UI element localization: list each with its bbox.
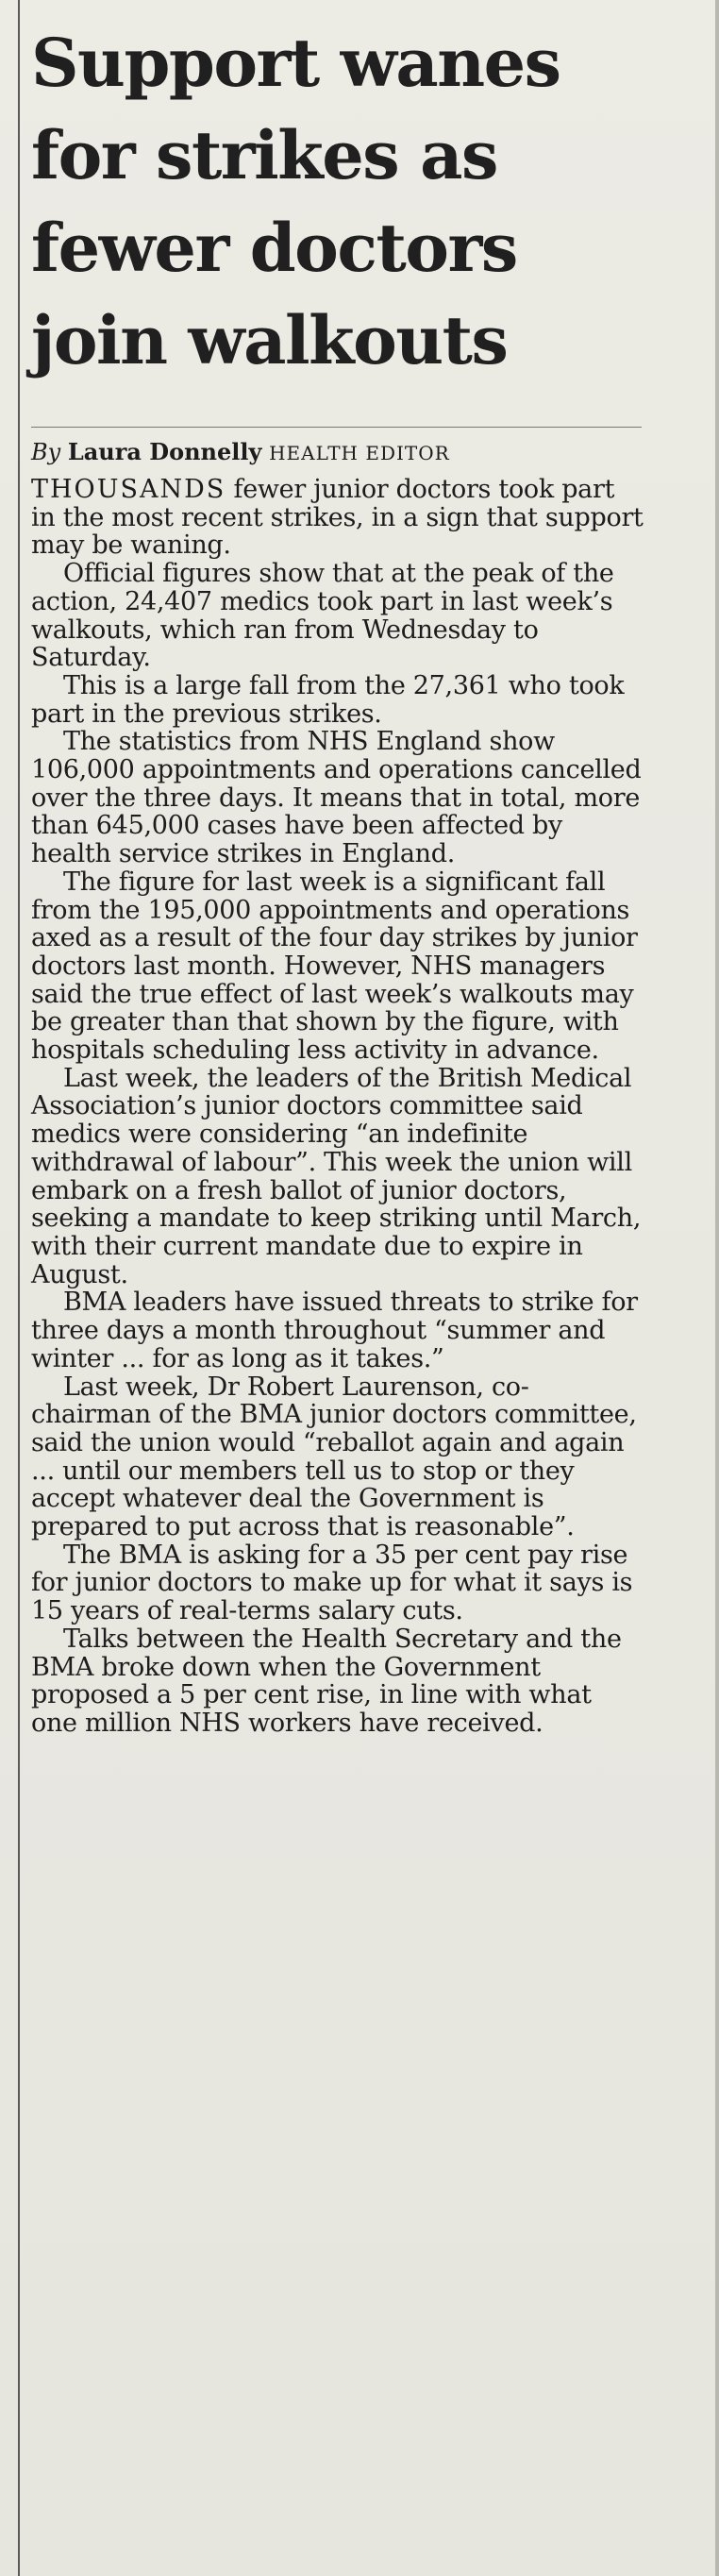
article xyxy=(31,17,644,1738)
adjacent-column-edge xyxy=(715,0,719,2576)
paragraph: Last week, Dr Robert Laurenson, co-chairman of the BMA junior doctors committee, said the union would “reballot again and again ... until our members tell us to stop or they accept whatever deal the Government is prepared to put across that is reasonable”. xyxy=(31,1372,637,1542)
paragraph: The BMA is asking for a 35 per cent pay rise for junior doctors to make up for what it says is 15 years of real-terms salary cuts. xyxy=(31,1540,633,1626)
paragraph: BMA leaders have issued threats to strike for three days a month throughout “summer and winter ... for as long as it takes.” xyxy=(31,1288,638,1373)
column-rule-left xyxy=(18,0,20,2576)
byline-role: HEALTH EDITOR xyxy=(269,442,450,464)
lead-paragraph xyxy=(31,476,644,560)
article-body xyxy=(31,476,644,1738)
paragraph: This is a large fall from the 27,361 who took part in the previous strikes. xyxy=(31,670,625,729)
lead-caps: THOUSANDS xyxy=(31,475,226,504)
byline xyxy=(31,437,644,468)
lead-text: fewer junior doctors took part in the most recent strikes, in a sign that support may be waning. xyxy=(31,475,644,561)
headline: Support wanes for strikes as fewer doctors join walkouts xyxy=(31,24,560,379)
paragraph: Talks between the Health Secretary and the BMA broke down when the Government proposed a 5 per cent rise, in line with what one million NHS workers have received. xyxy=(31,1624,622,1738)
paragraph: The figure for last week is a significant fall from the 195,000 appointments and operations axed as a result of the four day strikes by junior doctors last month. However, NHS managers said the true effect of last week’s walkouts may be greater than that shown by the figure, with hospitals scheduling less activity in advance. xyxy=(31,867,638,1066)
paragraph: Last week, the leaders of the British Medical Association’s junior doctors committee said medics were considering “an indefinite withdrawal of labour”. This week the union will embark on a fresh ballot of junior doctors, seeking a mandate to keep striking until March, with their current mandate due to expire in August. xyxy=(31,1063,642,1289)
byline-author: Laura Donnelly xyxy=(67,438,262,465)
byline-prefix: By xyxy=(31,439,61,465)
byline-rule xyxy=(31,427,642,428)
paragraph: The statistics from NHS England show 106,000 appointments and operations cancelled over the three days. It means that in total, more than 645,000 cases have been affected by health service strikes in England. xyxy=(31,727,642,869)
paragraph: Official figures show that at the peak of the action, 24,407 medics took part in last week’s walkouts, which ran from Wednesday to Saturday. xyxy=(31,559,614,673)
